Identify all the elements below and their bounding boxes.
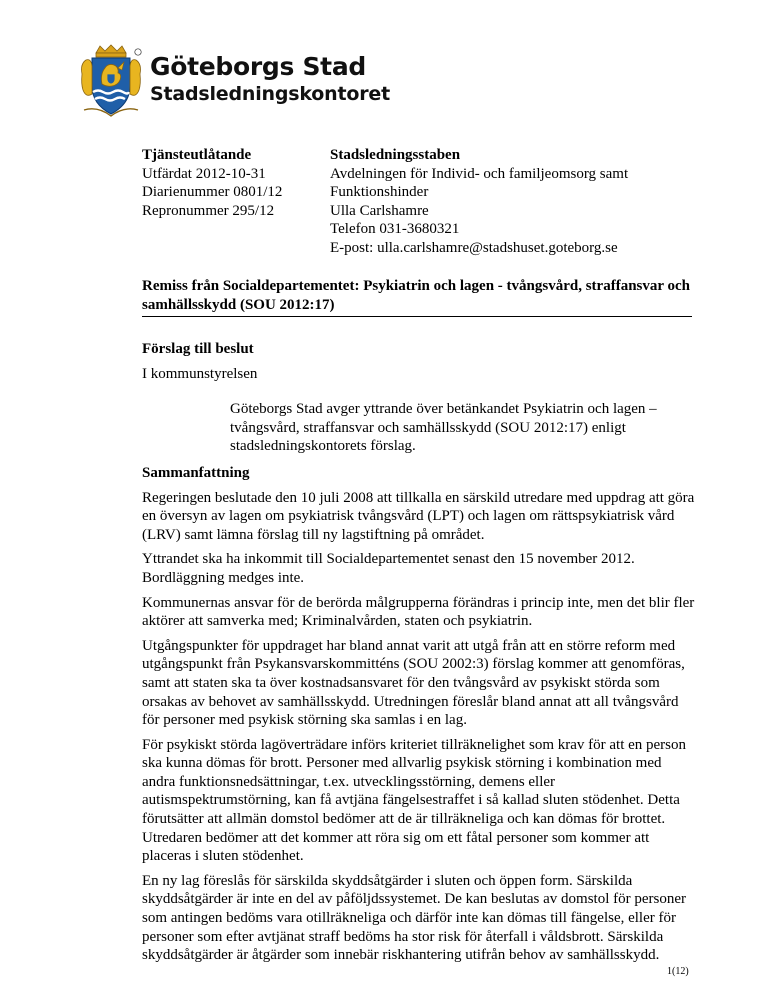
summary-paragraph: För psykiskt störda lagöverträdare införs kriteriet tillräknelighet som krav för att en person ska kunna dömas för brott. Personer med allvarlig psykisk störning i kombination med andra funktionsnedsättningar, t.ex. utvecklingsstörning, demens eller autismspektrumstörning, kan få avtjäna fängelsestraffet i så kallad sluten stödenhet. Detta förutsätter att allmän domstol bedömer att de är tillräkneliga och kan dömas för brottet. Utredaren bedömer att det kommer att röra sig om ett fåtal personer som kommer att placeras i sluten stödenhet.: [142, 736, 687, 865]
contact-info: [330, 146, 628, 258]
document-info: [142, 146, 282, 220]
repro-number: Repronummer 295/12: [142, 202, 275, 219]
subject-divider: [142, 316, 692, 317]
summary-paragraph: Utgångspunkter för uppdraget har bland annat varit att utgå från att en större reform med utgångspunkt från Psykansvarskommitténs (SOU 2002:3) förslag kommer att genomföras, samt att staten ska ta över kostnadsansvaret för den tvångsvård av psykiskt störda som orsakas av behovet av samhällsskydd. Utredningen föreslår bland annat att all tvångsvård för personer med psykisk störning ska samlas i en lag.: [142, 637, 685, 729]
summary-paragraph: En ny lag föreslås för särskilda skyddsåtgärder i sluten och öppen form. Särskilda skyddsåtgärder är inte en del av påföljdssystemet. De kan beslutas av domstol för personer som antingen bedöms vara otillräkneliga och därför inte kan dömas till fängelse, eller för personer som efter avtjänat straff bedöms ha stor risk för återfall i våldsbrott. Särskilda skyddsåtgärder är åtgärder som innebär riskhantering utifrån behov av samhällsskydd.: [142, 872, 687, 964]
contact-email: E-post: ulla.carlshamre@stadshuset.goteborg.se: [330, 239, 618, 256]
document-body: [142, 340, 697, 971]
division-line-2: Funktionshinder: [330, 184, 429, 201]
document-subject: Remiss från Socialdepartementet: Psykiatrin och lagen - tvångsvård, straffansvar och samhällsskydd (SOU 2012:17): [142, 278, 691, 313]
organization-name: Göteborgs Stad: [150, 52, 367, 81]
contact-phone: Telefon 031-3680321: [330, 221, 460, 238]
summary-paragraph: Yttrandet ska ha inkommit till Socialdepartementet senast den 15 november 2012. Bordläggning medges inte.: [142, 551, 635, 586]
document-type: Tjänsteutlåtande: [142, 147, 252, 163]
summary-paragraph: Kommunernas ansvar för de berörda målgrupperna förändras i princip inte, men det blir fler aktörer att samverka med; Kriminalvården, staten och psykiatrin.: [142, 594, 695, 630]
summary-paragraph: Regeringen beslutade den 10 juli 2008 att tillkalla en särskild utredare med uppdrag att göra en översyn av lagen om psykiatrisk tvångsvård (LPT) och lagen om rättspsykiatrisk vård (LRV) samt lämna förslag till ny lagstiftning på området.: [142, 489, 695, 543]
decision-recipient: I kommunstyrelsen: [142, 365, 258, 382]
issued-date: Utfärdat 2012-10-31: [142, 165, 266, 182]
decision-proposal: Göteborgs Stad avger yttrande över betänkandet Psykiatrin och lagen – tvångsvård, straffansvar och samhällsskydd (SOU 2012:17) enligt stadsledningskontorets förslag.: [230, 401, 657, 455]
coat-of-arms-logo: [78, 44, 144, 120]
summary-heading: Sammanfattning: [142, 464, 250, 481]
organization-unit: Stadsledningskontoret: [150, 83, 390, 105]
division-line-1: Avdelningen för Individ- och familjeomsorg samt: [330, 165, 629, 182]
registry-number: Diarienummer 0801/12: [142, 184, 283, 201]
department-name: Stadsledningsstaben: [330, 147, 461, 163]
decision-heading: Förslag till beslut: [142, 341, 254, 357]
page-number: 1(12): [667, 966, 689, 977]
organization-header: [150, 52, 390, 106]
contact-name: Ulla Carlshamre: [330, 202, 429, 219]
